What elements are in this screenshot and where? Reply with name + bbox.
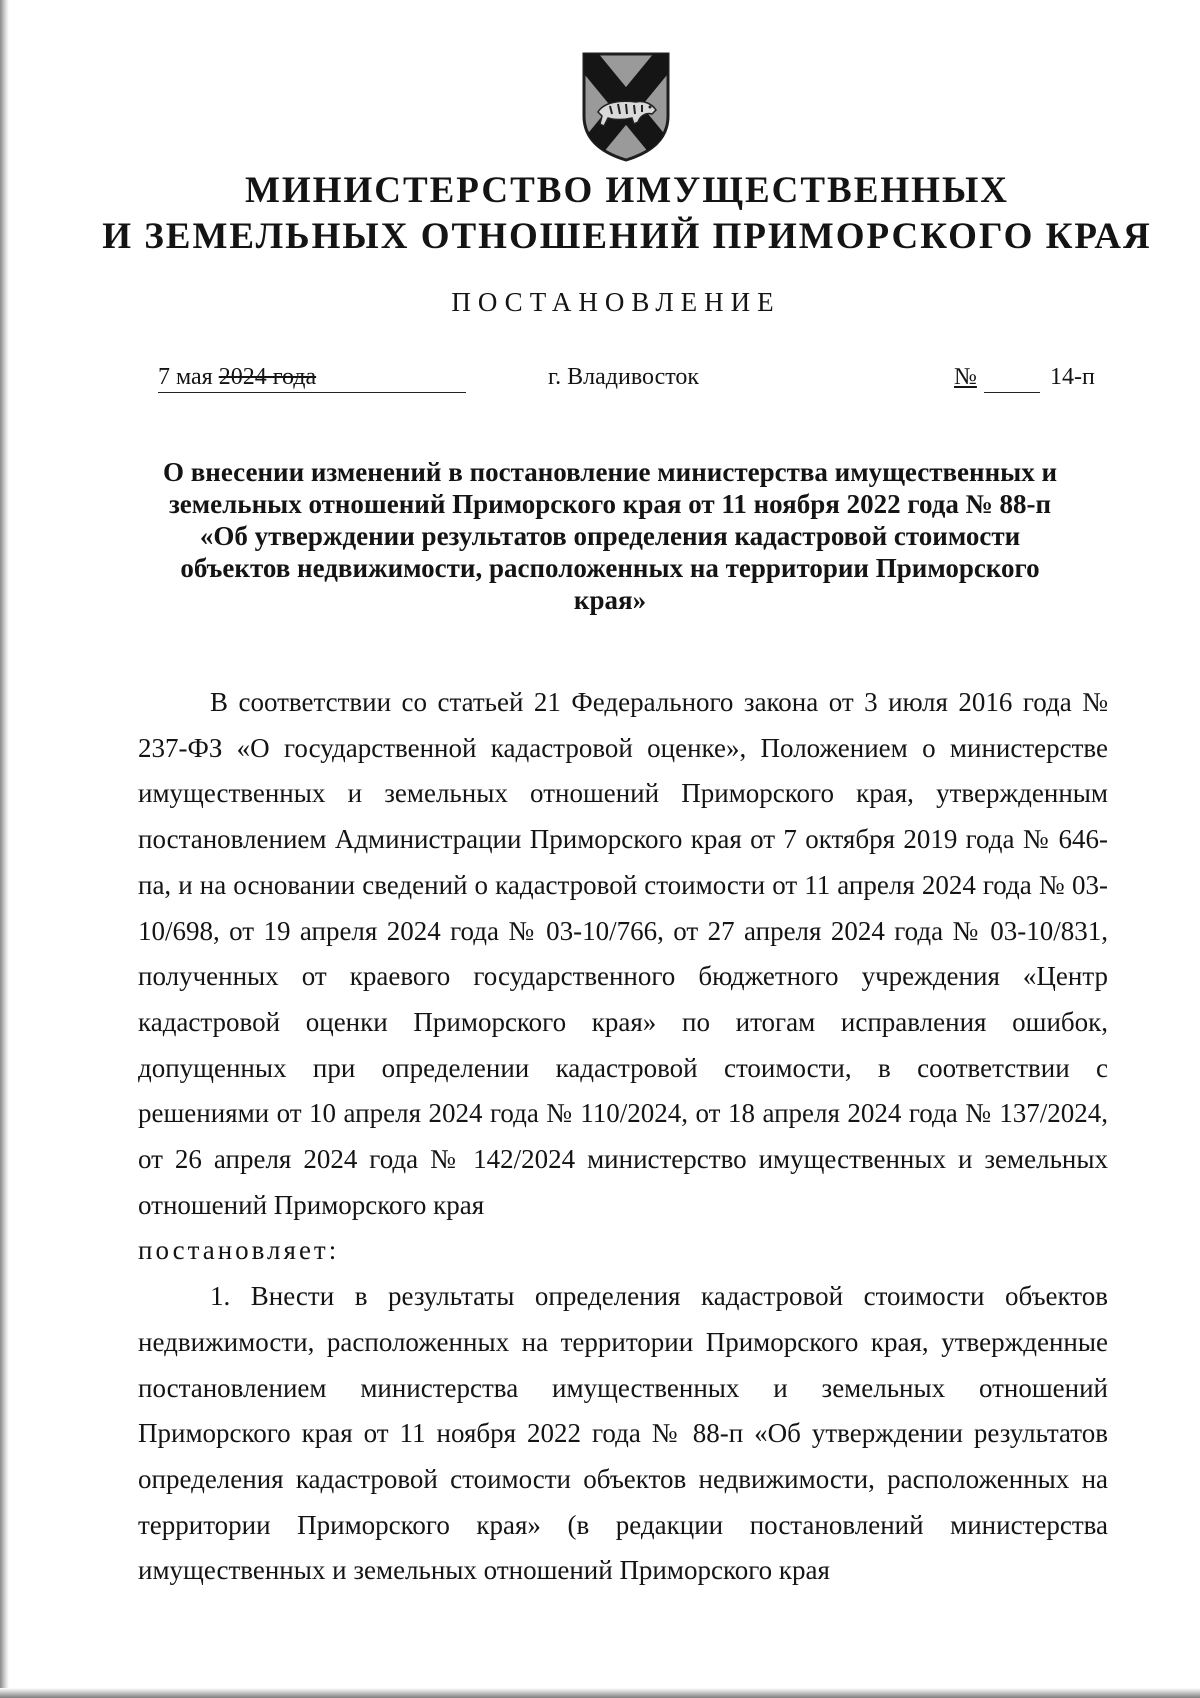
number-sign: № <box>954 364 977 390</box>
ministry-title <box>0 168 1200 260</box>
primorsky-krai-coat-of-arms-icon <box>580 50 672 162</box>
scan-edge-bottom <box>0 1688 1200 1698</box>
document-body <box>138 680 1108 1594</box>
document-date <box>158 364 466 391</box>
document-city: г. Владивосток <box>548 364 700 390</box>
document-number <box>954 364 1104 391</box>
date-handwritten: 7 мая <box>158 364 213 390</box>
ministry-title-line-1: МИНИСТЕРСТВО ИМУЩЕСТВЕННЫХ <box>244 170 1010 211</box>
decree-word: постановляет: <box>138 1235 340 1266</box>
date-underline <box>158 392 466 393</box>
body-paragraph-2: 1. Внести в результаты определения кадастровой стоимости объектов недвижимости, расположенных на территории Приморского края, утвержденные постановлением министерства имущественных и земельных отношений Приморского края от 11 ноября 2022 года № 88-п «Об утверждении результатов определения кадастровой стоимости объектов недвижимости, расположенных на территории Приморского края» (в редакции постановлений министерства имущественных и земельных отношений Приморского края <box>138 1281 1108 1586</box>
ministry-title-line-2: И ЗЕМЕЛЬНЫХ ОТНОШЕНИЙ ПРИМОРСКОГО КРАЯ <box>102 216 1152 257</box>
number-value: 14-п <box>1050 364 1095 390</box>
document-heading: О внесении изменений в постановление министерства имущественных и земельных отношений Приморского края от 11 ноября 2022 года № 88-п «Об утверждении результатов определения кадастровой стоимости объектов недвижимости, расположенных на территории Приморского края» <box>162 457 1058 615</box>
body-paragraph-1: В соответствии со статьей 21 Федерального закона от 3 июля 2016 года № 237-ФЗ «О государственной кадастровой оценке», Положением о министерстве имущественных и земельных отношений Приморского края, утвержденным постановлением Администрации Приморского края от 7 октября 2019 года № 646-па, и на основании сведений о кадастровой стоимости от 11 апреля 2024 года № 03-10/698, от 19 апреля 2024 года № 03-10/766, от 27 апреля 2024 года № 03-10/831, полученных от краевого государственного бюджетного учреждения «Центр кадастровой оценки Приморского края» по итогам исправления ошибок, допущенных при определении кадастровой стоимости, в соответствии с решениями от 10 апреля 2024 года № 110/2024, от 18 апреля 2024 года № 137/2024, от 26 апреля 2024 года № 142/2024 министерство имущественных и земельных отношений Приморского края <box>138 687 1108 1220</box>
date-printed-year: 2024 года <box>218 364 317 390</box>
number-underline <box>984 392 1040 393</box>
document-type: ПОСТАНОВЛЕНИЕ <box>451 287 781 317</box>
